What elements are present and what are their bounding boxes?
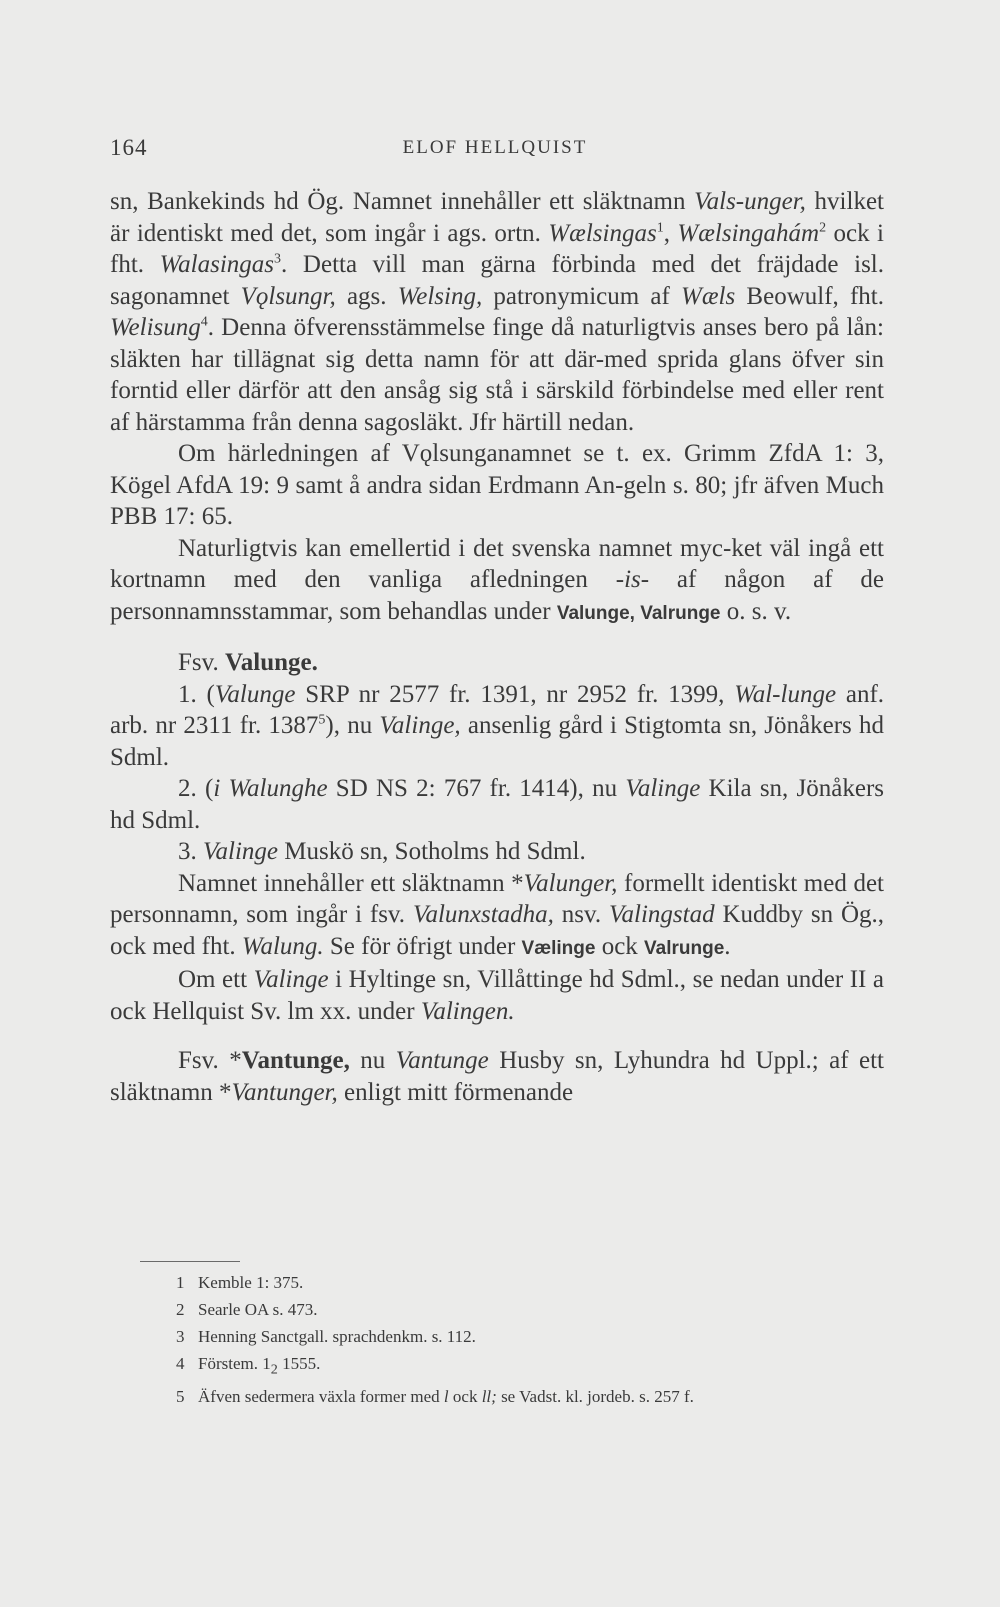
paragraph-valsunger: sn, Bankekinds hd Ög. Namnet innehåller ett släktnamn Vals-unger, hvilket är identiskt med det, som ingår i ags. ortn. Wælsingas$^1$, Wælsingahám$^2$ ock i fht. Walasingas$^3$. Detta vill man gärna förbinda med det fräjdade isl. sagonamnet Vǫlsungr, ags. Welsing, patronymicum af Wæls Beowulf, fht. Welisung$^4$. Denna öfverensstämmelse finge då naturligtvis anses bero på lån: släkten har tillägnat sig detta namn för att där-med sprida glans öfver sin forntid eller därför att den ansåg sig stå i särskild förbindelse med eller rent af härstamma från denna sagosläkt. Jfr härtill nedan. [110,188,885,436]
footnote-5: 5 Äfven sedermera växla former med l ock ll; se Vadst. kl. jordeb. s. 257 f. [176,1387,694,1407]
entry-valunge-item-1: 1. (Valunge SRP nr 2577 fr. 1391, nr 2952 fr. 1399, Wal-lunge anf. arb. nr 2311 fr. 1387$^5$), nu Valinge, ansenlig gård i Stigtomta sn, Jönåkers hd Sdml. [110,680,885,771]
footnote-1: 1 Kemble 1: 375. [176,1273,304,1292]
page-header [110,135,880,165]
footnotes [176,1269,916,1410]
entry-valunge-item-3: 3. Valinge Muskö sn, Sotholms hd Sdml. [178,838,586,865]
page-number: 164 [110,135,148,160]
entry-vantunge: Fsv. *Vantunge, nu Vantunge Husby sn, Lyhundra hd Uppl.; af ett släktnamn *Vantunger, enligt mitt förmenande [110,1047,885,1106]
footnote-divider [140,1261,240,1262]
entry-valunge-heading: Fsv. Valunge. [178,649,318,676]
footnote-4: 4 Förstem. $1_2$ 1555. [176,1354,321,1378]
entry-valunge-note-2: Om ett Valinge i Hyltinge sn, Villåttinge hd Sdml., se nedan under II a ock Hellquist Sv. lm xx. under Valingen. [110,966,884,1025]
entry-valunge-item-2: 2. (i Walunghe SD NS 2: 767 fr. 1414), nu Valinge Kila sn, Jönåkers hd Sdml. [110,775,884,834]
paragraph-volsung-etymology: Om härledningen af Vǫlsunganamnet se t. ex. Grimm ZfdA 1: 3, Kögel AfdA 19: 9 samt å andra sidan Erdmann An-geln s. 80; jfr äfven Much PBB 17: 65. [110,440,884,530]
footnote-2: 2 Searle OA s. 473. [176,1300,318,1319]
running-head: ELOF HELLQUIST [402,137,588,158]
paragraph-kortnamn: Naturligtvis kan emellertid i det svenska namnet myc-ket väl ingå ett kortnamn med den vanliga afledningen -is- af någon af de personnamnsstammar, som behandlas under Valunge, Valrunge o. s. v. [110,534,884,625]
footnote-3: 3 Henning Sanctgall. sprachdenkm. s. 112. [176,1327,476,1346]
entry-valunge-note-1: Namnet innehåller ett släktnamn *Valunger, formellt identiskt med det personnamn, som ingår i fsv. Valunxstadha, nsv. Valingstad Kuddby sn Ög., ock med fht. Walung. Se för öfrigt under Vælinge ock Valrunge. [110,869,885,960]
main-text [110,186,884,1108]
